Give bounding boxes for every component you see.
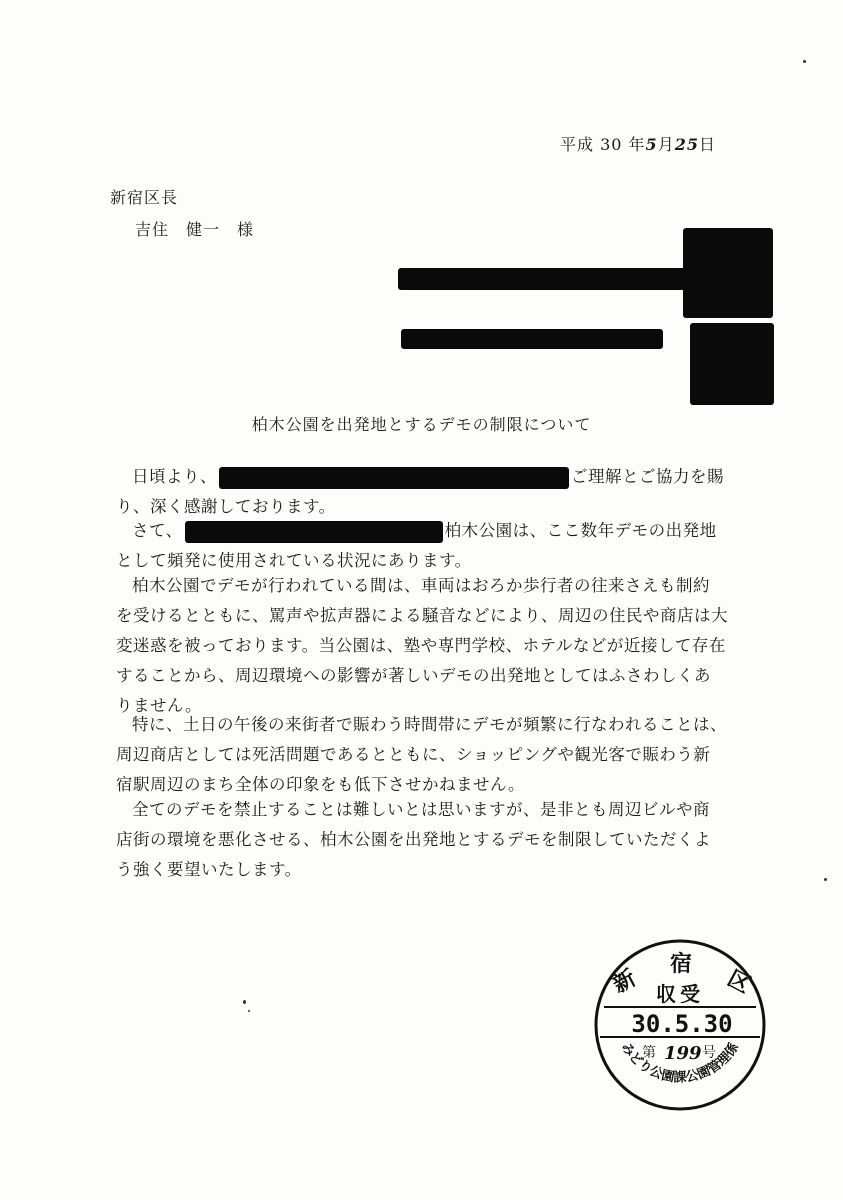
stamp-number: 199 <box>664 1043 702 1064</box>
stamp-char-left: 新 <box>608 965 641 999</box>
stamp-char-right: 区 <box>723 965 755 999</box>
paragraph-line: り、深く感謝しております。 <box>116 497 336 516</box>
redacted-sender-line-1 <box>398 268 698 290</box>
stamp-department-text: みどり公園課公園管理係 <box>617 1040 743 1086</box>
paragraph-line: 店街の環境を悪化させる、柏木公園を出発地とするデモを制限していただくよ <box>116 830 711 849</box>
paragraph-line: 全てのデモを禁止することは難しいとは思いますが、是非とも周辺ビルや商 <box>132 800 710 819</box>
redacted-inline-text <box>219 467 569 489</box>
paragraph-text: 日頃より、 <box>132 467 217 486</box>
recipient-title: 新宿区長 <box>110 188 179 207</box>
letter-subject: 柏木公園を出発地とするデモの制限について <box>251 415 592 434</box>
paragraph-line: を受けるとともに、罵声や拡声器による騒音などにより、周辺の住民や商店は大 <box>116 606 728 625</box>
stamp-number-suffix: 号 <box>702 1045 716 1061</box>
stamp-char-center: 宿 <box>670 951 693 977</box>
paragraph-line <box>116 516 726 546</box>
paragraph-line: 特に、土日の午後の来街者で賑わう時間帯にデモが頻繁に行なわれることは、 <box>132 715 727 734</box>
paragraph-3 <box>116 571 726 721</box>
stamp-label: 収受 <box>656 982 704 1006</box>
paragraph-text: 柏木公園は、ここ数年デモの出発地 <box>444 521 717 540</box>
redacted-inline-text <box>185 521 443 543</box>
stamp-date: 30.5.30 <box>631 1010 733 1038</box>
paragraph-line: することから、周辺環境への影響が著しいデモの出発地としてはふさわしくあ <box>116 666 711 685</box>
paragraph-4 <box>116 710 726 800</box>
paragraph-line: 変迷惑を被っております。当公園は、塾や専門学校、ホテルなどが近接して存在 <box>116 636 726 655</box>
paragraph-line: りません。 <box>116 696 202 715</box>
date-month-unit: 月 <box>657 135 675 154</box>
redacted-sender-seal-2 <box>690 323 774 405</box>
paragraph-5 <box>116 795 726 885</box>
received-stamp <box>590 935 770 1115</box>
scan-speck <box>243 1000 246 1004</box>
scan-speck <box>824 878 827 881</box>
paragraph-text: ご理解とご協力を賜 <box>571 467 724 486</box>
paragraph-1 <box>116 462 726 522</box>
scan-speck <box>248 1010 250 1012</box>
date-month: 5 <box>645 135 658 154</box>
redacted-sender-seal-1 <box>683 228 773 318</box>
paragraph-line: 宿駅周辺のまち全体の印象をも低下させかねません。 <box>116 775 525 794</box>
date-day-unit: 日 <box>698 135 716 154</box>
recipient-name: 吉住 健一 様 <box>135 220 255 239</box>
date-era-year: 平成 30 年 <box>560 135 646 154</box>
scan-speck <box>803 60 806 63</box>
paragraph-2 <box>116 516 726 576</box>
redacted-sender-line-2 <box>401 329 663 349</box>
paragraph-line: 柏木公園でデモが行われている間は、車両はおろか歩行者の往来さえも制約 <box>132 576 710 595</box>
date-day: 25 <box>674 135 699 154</box>
paragraph-line: として頻発に使用されている状況にあります。 <box>116 551 472 570</box>
paragraph-text: さて、 <box>132 521 183 540</box>
paragraph-line: う強く要望いたします。 <box>116 860 302 879</box>
paragraph-line <box>116 462 726 492</box>
letter-date <box>560 132 716 155</box>
paragraph-line: 周辺商店としては死活問題であるとともに、ショッピングや観光客で賑わう新 <box>116 745 711 764</box>
stamp-number-prefix: 第 <box>642 1045 656 1061</box>
